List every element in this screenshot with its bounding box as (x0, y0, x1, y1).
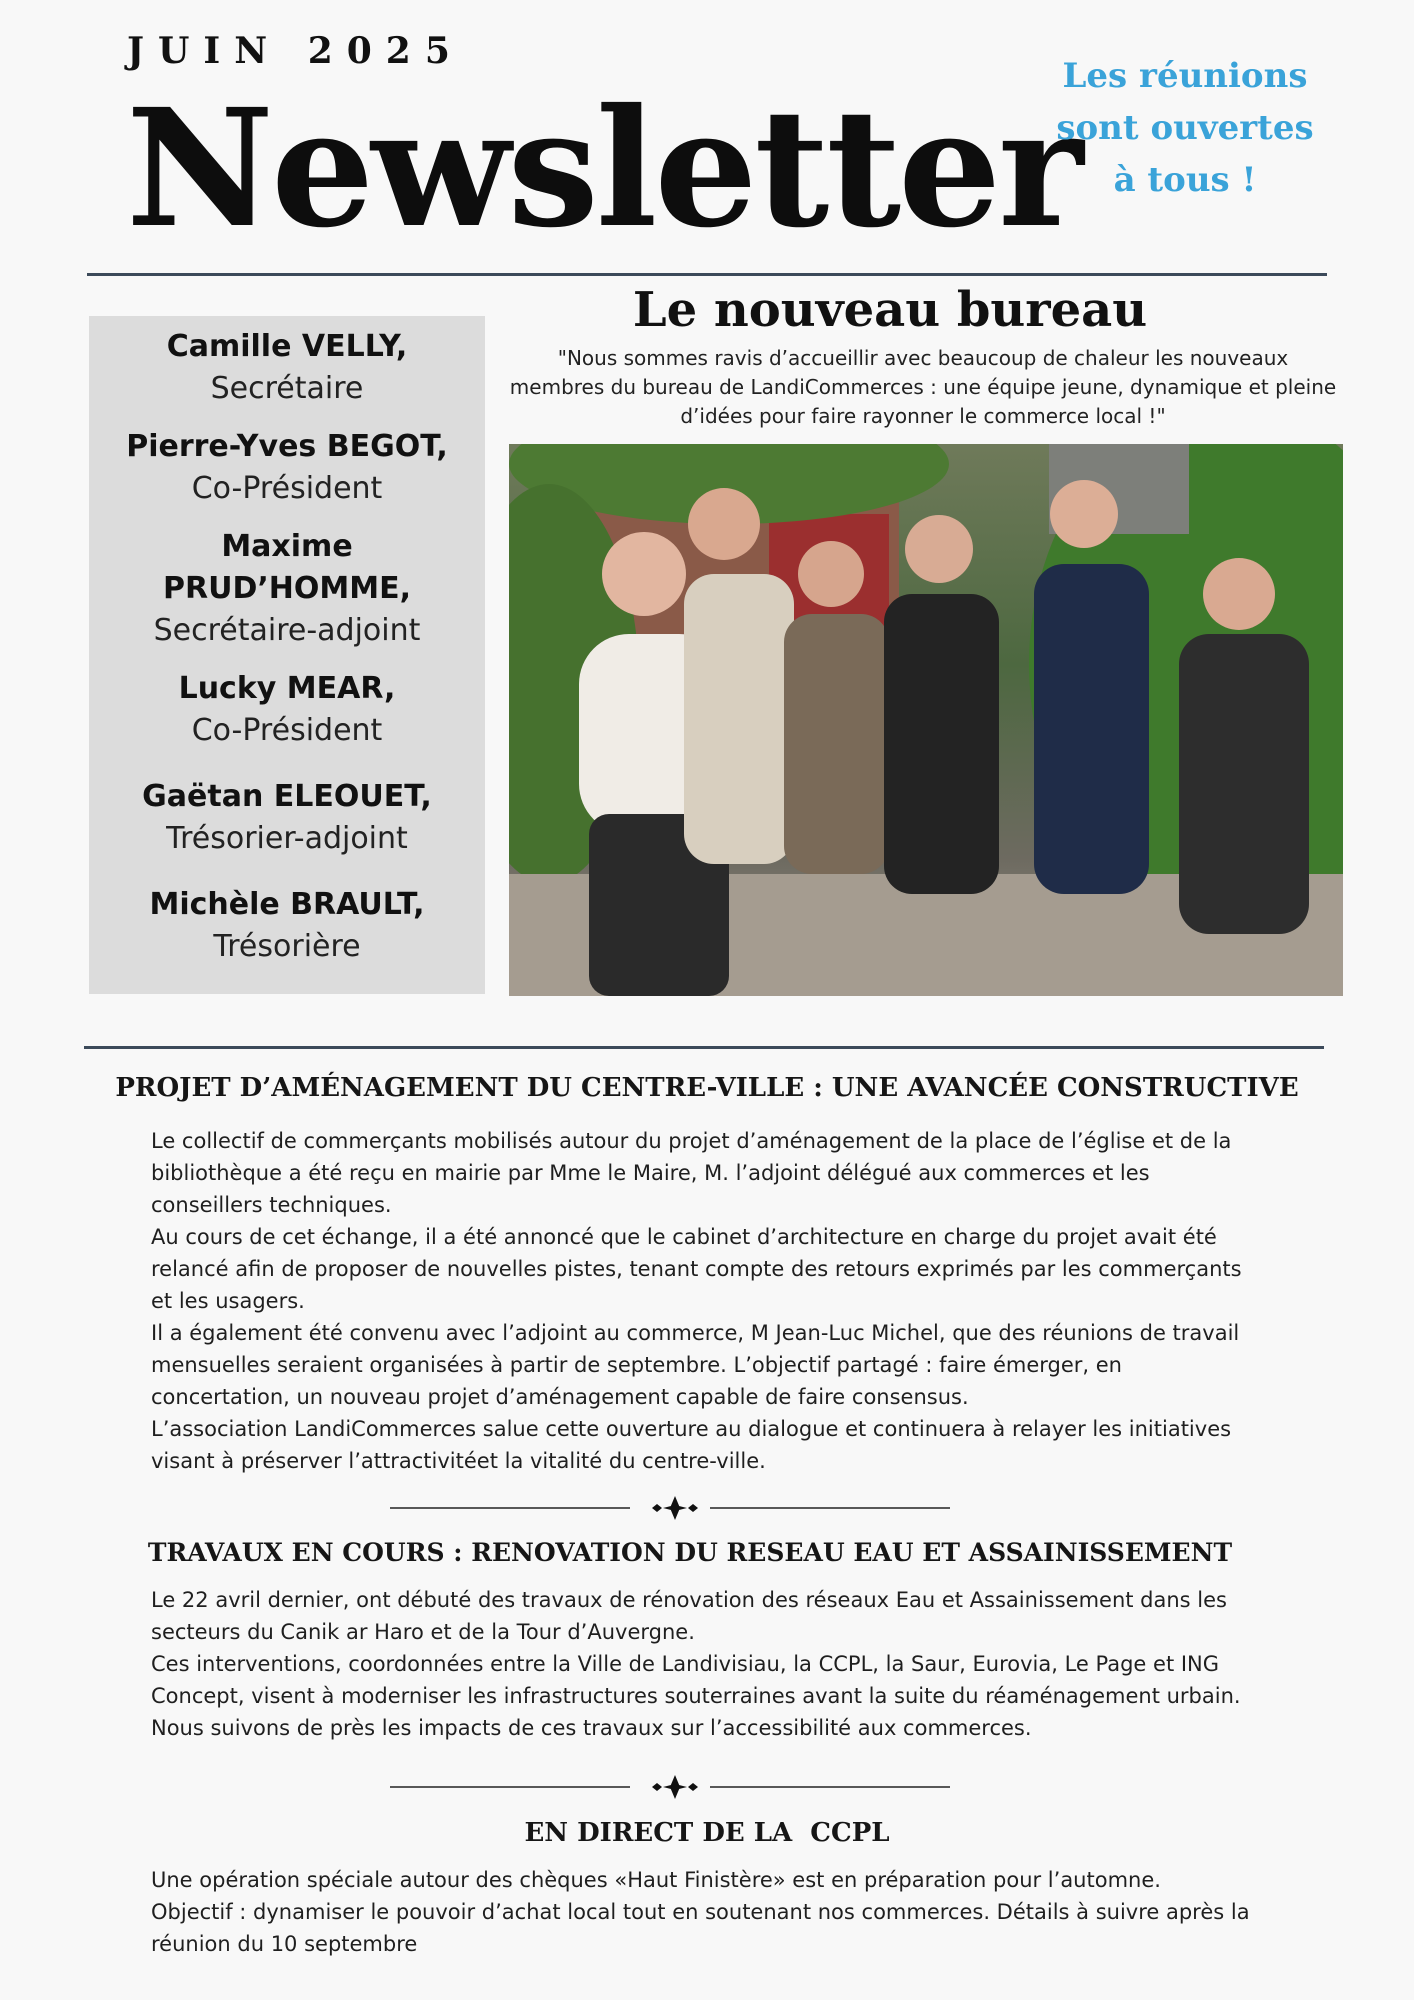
member-entry (89, 326, 485, 410)
member-entry (89, 776, 485, 860)
member-name: Camille VELLY, (166, 329, 408, 364)
header-rule (87, 273, 1327, 276)
member-name: Maxime PRUD’HOMME, (163, 529, 411, 606)
paragraph: Le 22 avril dernier, ont débuté des travaux de rénovation des réseaux Eau et Assainissement dans les secteurs du Canik ar Haro et de la Tour d’Auvergne. (151, 1588, 1227, 1644)
member-role: Secrétaire-adjoint (153, 613, 421, 648)
section-body-ccpl (151, 1864, 1261, 1960)
ornament-divider (390, 1493, 950, 1523)
group-photo-illustration (509, 444, 1343, 996)
paragraph: Objectif : dynamiser le pouvoir d’achat local tout en soutenant nos commerces. Détails à suivre après la réunion du 10 septembre (151, 1900, 1250, 1956)
member-name: Pierre-Yves BEGOT, (126, 429, 448, 464)
member-role: Secrétaire (210, 371, 364, 406)
paragraph: Il a également été convenu avec l’adjoint au commerce, M Jean-Luc Michel, que des réunions de travail mensuelles seraient organisées à partir de septembre. L’objectif partagé : faire émerger, en concertation, un nouveau projet d’aménagement capable de faire consensus. (151, 1321, 1240, 1409)
bureau-quote: "Nous sommes ravis d’accueillir avec beaucoup de chaleur les nouveaux membres du bureau de LandiCommerces : une équipe jeune, dynamique et pleine d’idées pour faire rayonner le commerce local !" (509, 346, 1337, 428)
member-entry (89, 426, 485, 510)
paragraph: Nous suivons de près les impacts de ces travaux sur l’accessibilité aux commerces. (151, 1716, 1032, 1740)
issue-date: JUIN 2025 (127, 30, 464, 72)
section-rule (84, 1046, 1324, 1049)
member-role: Co-Président (191, 471, 383, 506)
paragraph: Le collectif de commerçants mobilisés autour du projet d’aménagement de la place de l’église et de la bibliothèque a été reçu en mairie par Mme le Maire, M. l’adjoint délégué aux commerces et les conseillers techniques. (151, 1129, 1232, 1217)
section-title-travaux: TRAVAUX EN COURS : RENOVATION DU RESEAU EAU ET ASSAINISSEMENT (147, 1538, 1233, 1567)
paragraph: Ces interventions, coordonnées entre la Ville de Landivisiau, la CCPL, la Saur, Eurovia, Le Page et ING Concept, visent à moderniser les infrastructures souterraines avant la suite du réaménagement urbain. (151, 1652, 1241, 1708)
member-name: Gaëtan ELEOUET, (142, 779, 432, 814)
ornament-divider (390, 1772, 950, 1802)
section-body-centre-ville (151, 1125, 1261, 1477)
member-role: Trésorier-adjoint (166, 821, 408, 856)
section-title-centre-ville: PROJET D’AMÉNAGEMENT DU CENTRE-VILLE : UNE AVANCÉE CONSTRUCTIVE (115, 1073, 1299, 1103)
bureau-members-box (89, 316, 485, 994)
paragraph: Au cours de cet échange, il a été annoncé que le cabinet d’architecture en charge du projet avait été relancé afin de proposer de nouvelles pistes, tenant compte des retours exprimés par les commerçants et les usagers. (151, 1225, 1242, 1313)
meetings-open-note: Les réunions sont ouvertes à tous ! (1056, 56, 1314, 200)
section-title-ccpl: EN DIRECT DE LA CCPL (524, 1818, 890, 1848)
member-name: Michèle BRAULT, (149, 887, 425, 922)
member-role: Co-Président (191, 713, 383, 748)
paragraph: L’association LandiCommerces salue cette ouverture au dialogue et continuera à relayer les initiatives visant à préserver l’attractivitéet la vitalité du centre-ville. (151, 1417, 1232, 1473)
bureau-title: Le nouveau bureau (632, 282, 1148, 338)
member-entry (89, 884, 485, 968)
paragraph: Une opération spéciale autour des chèques «Haut Finistère» est en préparation pour l’automne. (151, 1868, 1161, 1892)
member-entry (89, 668, 485, 752)
section-body-travaux (151, 1584, 1261, 1744)
bureau-group-photo (509, 444, 1343, 996)
newsletter-title: Newsletter (126, 74, 1081, 264)
member-name: Lucky MEAR, (178, 671, 396, 706)
member-entry (89, 526, 485, 652)
member-role: Trésorière (213, 929, 361, 964)
